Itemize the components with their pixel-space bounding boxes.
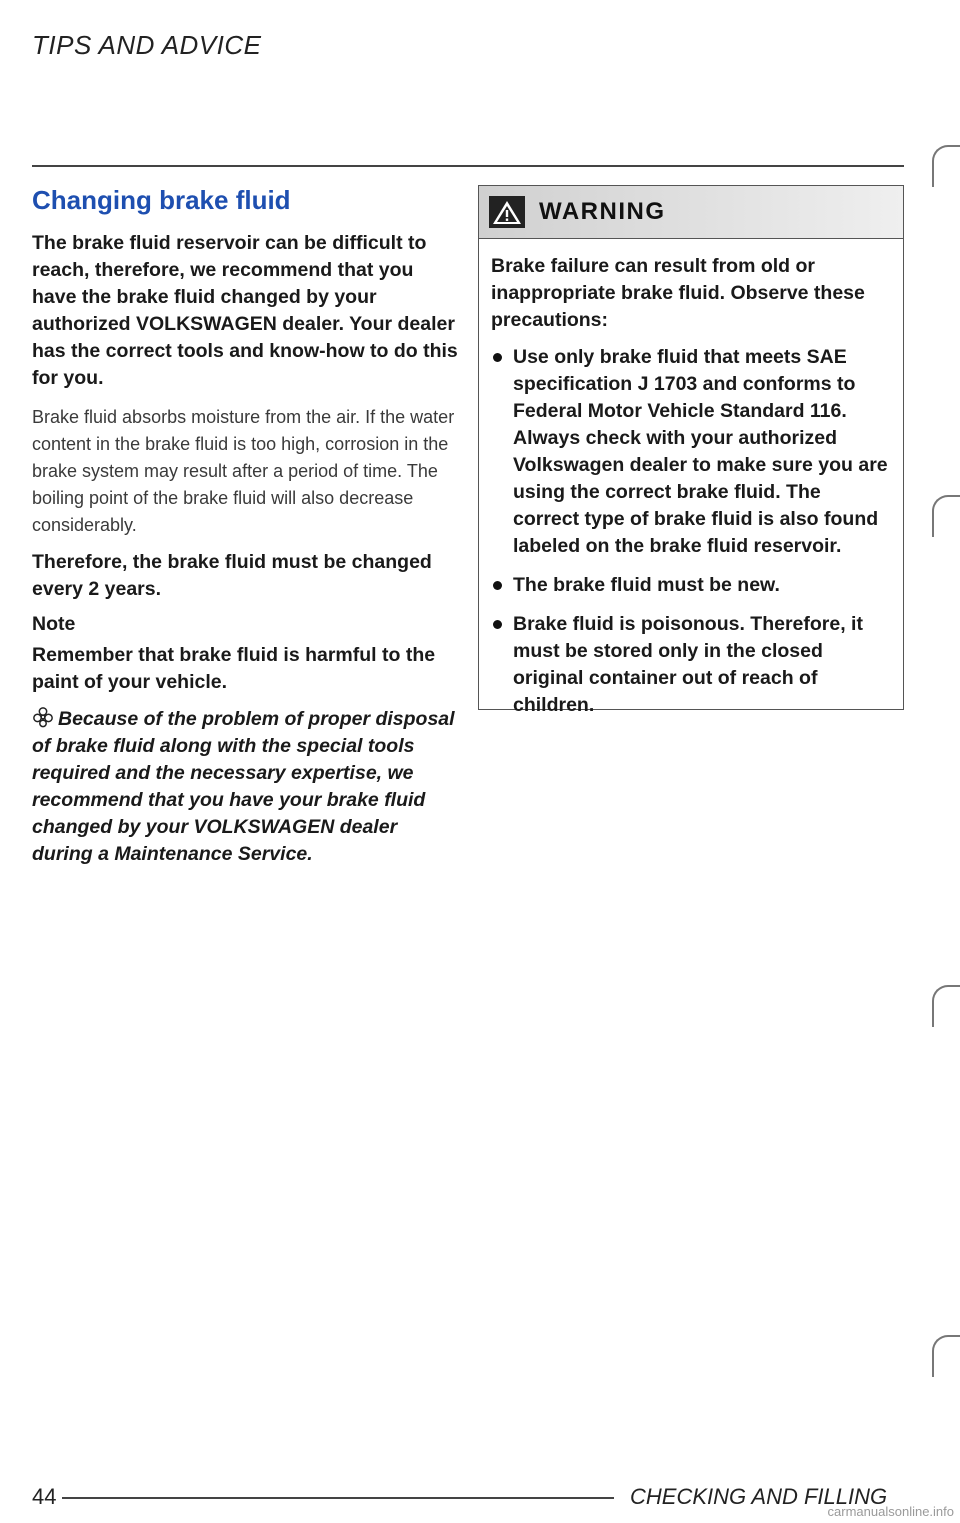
warning-bullet: The brake fluid must be new. (491, 572, 891, 599)
warning-bullet: Use only brake fluid that meets SAE specification J 1703 and conforms to Federal Motor Vehicle Standard 116. Always check with your authorized Volkswagen dealer to make sure you are using the correct brake fluid. The correct type of brake fluid is also found labeled on the brake fluid reservoir. (491, 344, 891, 560)
thumb-tab-mark (932, 145, 960, 187)
warning-title: WARNING (539, 198, 666, 225)
footer-section-title: CHECKING AND FILLING (630, 1484, 888, 1509)
body-paragraph: Brake fluid absorbs moisture from the air. If the water content in the brake fluid is too high, corrosion in the brake system may result after a period of time. The boiling point of the brake fluid will also decrease considerably. (32, 407, 455, 535)
warning-bullet: Brake fluid is poisonous. Therefore, it must be stored only in the closed original container out of reach of children. (491, 611, 891, 719)
article-column (32, 185, 462, 868)
warning-box (478, 185, 904, 716)
thumb-tab-mark (932, 985, 960, 1027)
warning-triangle-icon (489, 196, 525, 228)
environment-icon (32, 706, 54, 728)
emphasis-paragraph: Therefore, the brake fluid must be changed every 2 years. (32, 551, 432, 600)
article-title: Changing brake fluid (32, 185, 291, 215)
warning-intro: Brake failure can result from old or inappropriate brake fluid. Observe these precautions: (491, 255, 865, 331)
note-heading: Note (32, 613, 76, 635)
page-number: 44 (32, 1484, 57, 1509)
watermark: carmanualsonline.info (827, 1504, 954, 1519)
note-text: Remember that brake fluid is harmful to the paint of your vehicle. (32, 644, 436, 693)
thumb-tab-mark (932, 1335, 960, 1377)
header-divider (32, 165, 904, 167)
environment-note (32, 706, 462, 868)
lead-paragraph: The brake fluid reservoir can be difficult to reach, therefore, we recommend that you have the brake fluid changed by your authorized VOLKSWAGEN dealer. Your dealer has the correct tools and know-how to do this for you. (32, 232, 458, 389)
footer-divider (62, 1497, 614, 1499)
environment-note-text: Because of the problem of proper disposal of brake fluid along with the special tools required and the necessary expertise, we recommend that you have your brake fluid changed by your VOLKSWAGEN dealer during a Maintenance Service. (32, 708, 455, 865)
thumb-tab-mark (932, 495, 960, 537)
warning-header (479, 186, 903, 239)
warning-body (479, 239, 903, 719)
running-header: TIPS AND ADVICE (32, 30, 262, 60)
